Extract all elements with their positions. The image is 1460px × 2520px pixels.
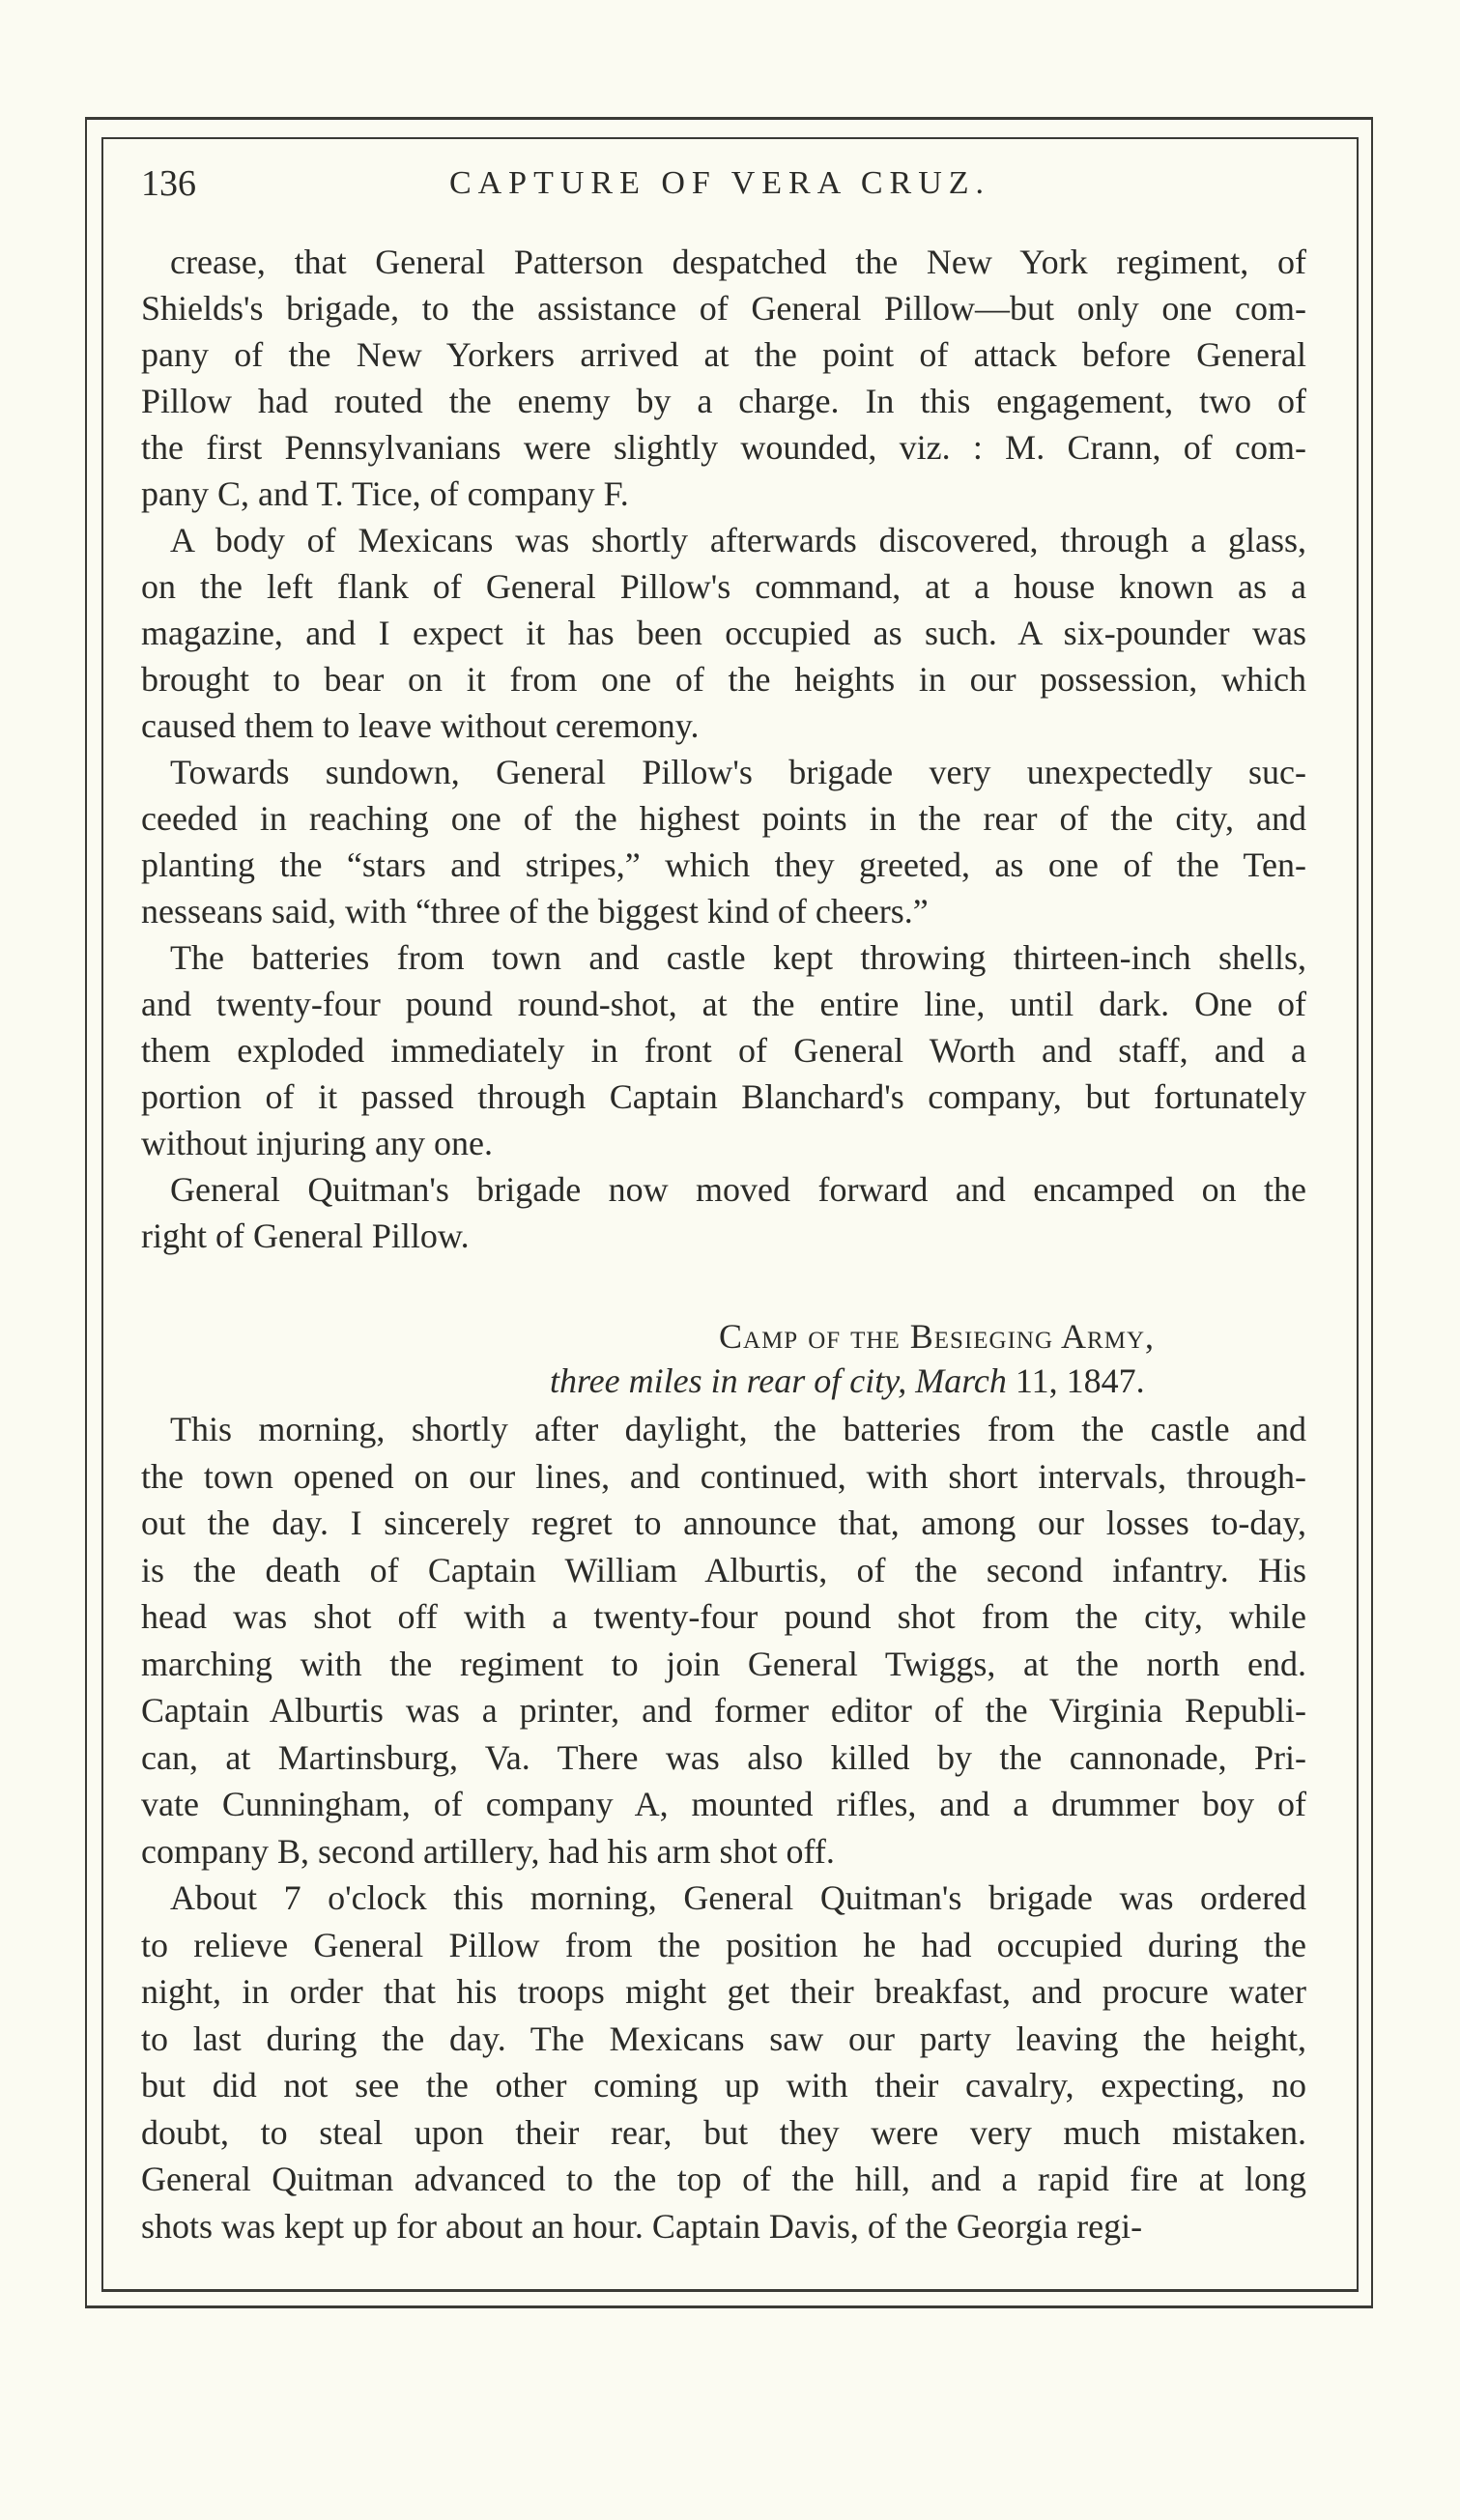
text-line: the first Pennsylvanians were slightly wounded, viz. : M. Crann, of com- bbox=[141, 428, 1306, 467]
frame-inner-right bbox=[1357, 137, 1359, 2291]
frame-outer-right bbox=[1371, 117, 1373, 2308]
text-line: night, in order that his troops might get their breakfast, and procure water bbox=[141, 1972, 1306, 2011]
text-line: magazine, and I expect it has been occupied as such. A six-pounder was bbox=[141, 614, 1306, 652]
frame-outer-bottom bbox=[85, 2305, 1373, 2308]
text-line: About 7 o'clock this morning, General Quitman's brigade was ordered bbox=[170, 1878, 1306, 1917]
text-line: to last during the day. The Mexicans saw our party leaving the height, bbox=[141, 2019, 1306, 2058]
text-line: marching with the regiment to join General Twiggs, at the north end. bbox=[141, 1644, 1306, 1683]
frame-inner-left bbox=[101, 137, 103, 2291]
text-line: out the day. I sincerely regret to announce that, among our losses to-day, bbox=[141, 1503, 1306, 1542]
body-text-section-1 bbox=[141, 239, 1306, 1259]
text-line: General Quitman's brigade now moved forward and encamped on the bbox=[170, 1170, 1306, 1209]
text-line: to relieve General Pillow from the position he had occupied during the bbox=[141, 1925, 1306, 1964]
text-line: doubt, to steal upon their rear, but they were very much mistaken. bbox=[141, 2112, 1306, 2152]
dateline-place: Camp of the Besieging Army, bbox=[719, 1317, 1155, 1356]
text-line: This morning, shortly after daylight, the batteries from the castle and bbox=[170, 1410, 1306, 1448]
text-line: A body of Mexicans was shortly afterwards discovered, through a glass, bbox=[170, 521, 1306, 559]
text-line: shots was kept up for about an hour. Captain Davis, of the Georgia regi- bbox=[141, 2206, 1143, 2246]
frame-inner-top bbox=[102, 137, 1359, 139]
text-line: the town opened on our lines, and continued, with short intervals, through- bbox=[141, 1456, 1306, 1496]
text-line: on the left flank of General Pillow's command, at a house known as a bbox=[141, 567, 1306, 606]
dateline-date: 11, 1847. bbox=[1006, 1361, 1145, 1400]
frame-inner-bottom bbox=[101, 2289, 1359, 2292]
text-line: Pillow had routed the enemy by a charge. In this engagement, two of bbox=[141, 382, 1306, 420]
frame-outer-left bbox=[85, 117, 87, 2307]
text-line: portion of it passed through Captain Blanchard's company, but fortunately bbox=[141, 1077, 1306, 1116]
text-line: vate Cunningham, of company A, mounted rifles, and a drummer boy of bbox=[141, 1785, 1306, 1823]
text-line: pany of the New Yorkers arrived at the point of attack before General bbox=[141, 335, 1306, 374]
text-line: ceeded in reaching one of the highest points in the rear of the city, and bbox=[141, 799, 1306, 838]
text-line: them exploded immediately in front of General Worth and staff, and a bbox=[141, 1031, 1306, 1070]
text-line: right of General Pillow. bbox=[141, 1217, 470, 1255]
text-line: pany C, and T. Tice, of company F. bbox=[141, 474, 629, 513]
dateline-location: three miles in rear of city, March bbox=[550, 1361, 1007, 1400]
text-line: planting the “stars and stripes,” which they greeted, as one of the Ten- bbox=[141, 845, 1306, 884]
text-line: but did not see the other coming up with their cavalry, expecting, no bbox=[141, 2066, 1306, 2105]
text-line: is the death of Captain William Alburtis, of the second infantry. His bbox=[141, 1550, 1306, 1589]
text-line: Captain Alburtis was a printer, and former editor of the Virginia Republi- bbox=[141, 1691, 1306, 1730]
text-line: without injuring any one. bbox=[141, 1124, 493, 1162]
text-line: company B, second artillery, had his arm shot off. bbox=[141, 1831, 835, 1871]
text-line: The batteries from town and castle kept throwing thirteen-inch shells, bbox=[170, 938, 1306, 977]
text-line: nesseans said, with “three of the biggest kind of cheers.” bbox=[141, 892, 929, 931]
page-number: 136 bbox=[141, 163, 196, 204]
dateline-location-date bbox=[550, 1358, 1145, 1404]
running-title: CAPTURE OF VERA CRUZ. bbox=[448, 165, 991, 201]
text-line: and twenty-four pound round-shot, at the entire line, until dark. One of bbox=[141, 985, 1306, 1023]
text-line: caused them to leave without ceremony. bbox=[141, 706, 700, 745]
frame-outer-top bbox=[86, 117, 1373, 120]
text-line: head was shot off with a twenty-four pound shot from the city, while bbox=[141, 1597, 1306, 1636]
body-text-section-2 bbox=[141, 1406, 1306, 2249]
text-line: Shields's brigade, to the assistance of General Pillow—but only one com- bbox=[141, 289, 1306, 328]
text-line: Towards sundown, General Pillow's brigade very unexpectedly suc- bbox=[170, 753, 1306, 791]
text-line: brought to bear on it from one of the heights in our possession, which bbox=[141, 660, 1306, 699]
text-line: crease, that General Patterson despatched the New York regiment, of bbox=[170, 243, 1306, 281]
text-line: General Quitman advanced to the top of the hill, and a rapid fire at long bbox=[141, 2160, 1306, 2198]
text-line: can, at Martinsburg, Va. There was also killed by the cannonade, Pri- bbox=[141, 1737, 1306, 1777]
